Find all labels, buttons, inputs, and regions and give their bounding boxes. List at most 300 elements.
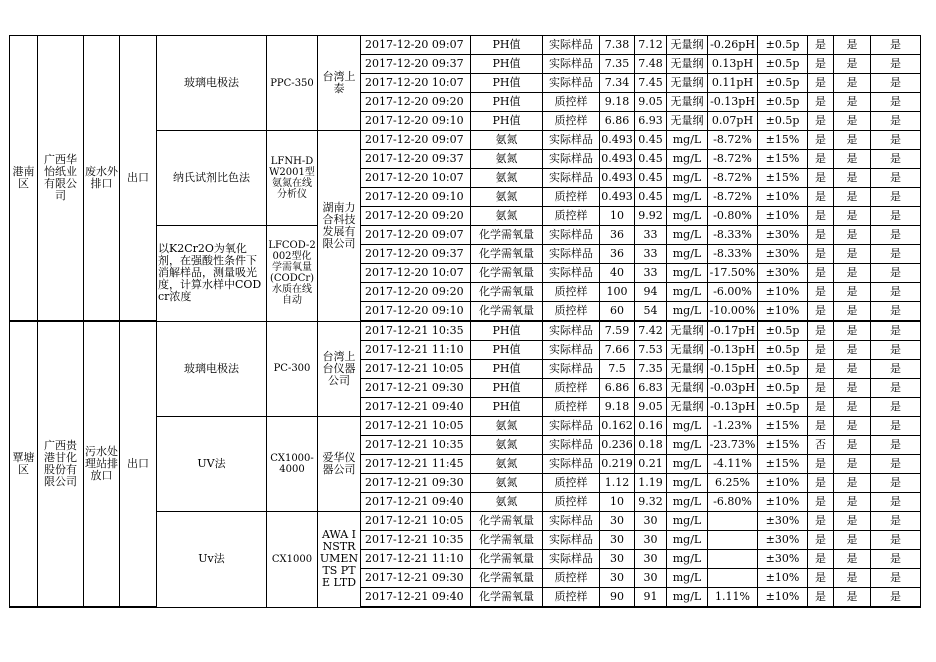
error-value-cell: 1.11%: [708, 588, 758, 608]
unit-cell: mg/L: [667, 302, 708, 322]
sample-time-cell: 2017-12-20 09:37: [361, 55, 471, 74]
result-3-cell: 是: [871, 264, 921, 283]
sample-type-cell: 实际样品: [543, 55, 600, 74]
online-value-cell: 33: [635, 226, 667, 245]
result-2-cell: 是: [834, 226, 871, 245]
unit-cell: 无量纲: [667, 55, 708, 74]
result-3-cell: 是: [871, 131, 921, 150]
error-limit-cell: ±0.5p: [758, 398, 808, 417]
unit-cell: mg/L: [667, 150, 708, 169]
unit-cell: mg/L: [667, 226, 708, 245]
online-value-cell: 9.32: [635, 493, 667, 512]
sample-time-cell: 2017-12-21 09:30: [361, 474, 471, 493]
result-2-cell: 是: [834, 131, 871, 150]
sample-time-cell: 2017-12-20 09:20: [361, 93, 471, 112]
error-value-cell: -8.72%: [708, 169, 758, 188]
company-cell: 广西贵港甘化股份有限公司: [38, 321, 84, 607]
district-cell: 港南区: [10, 36, 38, 322]
result-1-cell: 是: [808, 341, 834, 360]
manual-value-cell: 36: [600, 226, 635, 245]
sample-type-cell: 实际样品: [543, 131, 600, 150]
maker-cell: 台湾上台仪器公司: [318, 321, 361, 417]
error-limit-cell: ±10%: [758, 188, 808, 207]
monitor-item-cell: 化学需氧量: [471, 588, 543, 608]
sample-time-cell: 2017-12-21 09:40: [361, 588, 471, 608]
outlet-cell: 废水外排口: [84, 36, 120, 322]
unit-cell: 无量纲: [667, 398, 708, 417]
result-3-cell: 是: [871, 436, 921, 455]
error-value-cell: -17.50%: [708, 264, 758, 283]
result-2-cell: 是: [834, 302, 871, 322]
result-2-cell: 是: [834, 207, 871, 226]
result-2-cell: 是: [834, 150, 871, 169]
result-1-cell: 是: [808, 264, 834, 283]
error-limit-cell: ±0.5p: [758, 379, 808, 398]
sample-type-cell: 实际样品: [543, 455, 600, 474]
sample-type-cell: 实际样品: [543, 74, 600, 93]
instrument-cell: CX1000-4000: [267, 417, 318, 512]
online-value-cell: 9.05: [635, 93, 667, 112]
result-1-cell: 是: [808, 417, 834, 436]
table-row: [10, 321, 921, 341]
sample-time-cell: 2017-12-20 10:07: [361, 264, 471, 283]
result-2-cell: 是: [834, 36, 871, 55]
error-value-cell: -8.72%: [708, 188, 758, 207]
result-3-cell: 是: [871, 207, 921, 226]
monitor-item-cell: PH值: [471, 341, 543, 360]
result-3-cell: 是: [871, 112, 921, 131]
sample-type-cell: 实际样品: [543, 36, 600, 55]
sample-type-cell: 实际样品: [543, 417, 600, 436]
result-2-cell: 是: [834, 474, 871, 493]
sample-type-cell: 质控样: [543, 93, 600, 112]
manual-value-cell: 10: [600, 207, 635, 226]
manual-value-cell: 1.12: [600, 474, 635, 493]
monitor-item-cell: PH值: [471, 321, 543, 341]
error-limit-cell: ±0.5p: [758, 36, 808, 55]
sample-type-cell: 质控样: [543, 188, 600, 207]
error-limit-cell: ±30%: [758, 512, 808, 531]
manual-value-cell: 7.66: [600, 341, 635, 360]
result-1-cell: 是: [808, 398, 834, 417]
result-3-cell: 是: [871, 531, 921, 550]
method-cell: 玻璃电极法: [157, 36, 267, 131]
result-3-cell: 是: [871, 341, 921, 360]
result-2-cell: 是: [834, 531, 871, 550]
error-value-cell: -23.73%: [708, 436, 758, 455]
monitor-item-cell: 氨氮: [471, 188, 543, 207]
online-value-cell: 91: [635, 588, 667, 608]
manual-value-cell: 100: [600, 283, 635, 302]
result-2-cell: 是: [834, 169, 871, 188]
sample-type-cell: 实际样品: [543, 245, 600, 264]
result-3-cell: 是: [871, 93, 921, 112]
sample-time-cell: 2017-12-21 09:40: [361, 398, 471, 417]
result-1-cell: 是: [808, 474, 834, 493]
sample-time-cell: 2017-12-21 10:05: [361, 417, 471, 436]
error-limit-cell: ±30%: [758, 531, 808, 550]
error-value-cell: -8.72%: [708, 131, 758, 150]
monitor-item-cell: 化学需氧量: [471, 226, 543, 245]
result-1-cell: 是: [808, 550, 834, 569]
error-limit-cell: ±15%: [758, 417, 808, 436]
result-1-cell: 是: [808, 55, 834, 74]
unit-cell: mg/L: [667, 264, 708, 283]
result-1-cell: 是: [808, 74, 834, 93]
result-2-cell: 是: [834, 93, 871, 112]
unit-cell: mg/L: [667, 550, 708, 569]
result-3-cell: 是: [871, 379, 921, 398]
error-value-cell: -0.03pH: [708, 379, 758, 398]
instrument-cell: CX1000: [267, 512, 318, 608]
monitor-item-cell: 氨氮: [471, 150, 543, 169]
online-value-cell: 7.42: [635, 321, 667, 341]
instrument-cell: LFNH-DW2001型氨氮在线分析仪: [267, 131, 318, 226]
unit-cell: 无量纲: [667, 321, 708, 341]
maker-cell: AWA INSTRUMENTS PTE LTD: [318, 512, 361, 608]
unit-cell: 无量纲: [667, 341, 708, 360]
online-value-cell: 7.35: [635, 360, 667, 379]
sample-time-cell: 2017-12-20 09:37: [361, 150, 471, 169]
result-3-cell: 是: [871, 474, 921, 493]
sample-type-cell: 质控样: [543, 588, 600, 608]
online-value-cell: 7.12: [635, 36, 667, 55]
result-3-cell: 是: [871, 493, 921, 512]
online-value-cell: 54: [635, 302, 667, 322]
error-value-cell: -10.00%: [708, 302, 758, 322]
monitor-item-cell: 氨氮: [471, 493, 543, 512]
online-value-cell: 0.21: [635, 455, 667, 474]
manual-value-cell: 60: [600, 302, 635, 322]
monitor-item-cell: 化学需氧量: [471, 512, 543, 531]
online-value-cell: 33: [635, 264, 667, 283]
error-limit-cell: ±15%: [758, 169, 808, 188]
manual-value-cell: 7.5: [600, 360, 635, 379]
result-1-cell: 是: [808, 226, 834, 245]
monitor-item-cell: PH值: [471, 74, 543, 93]
result-1-cell: 是: [808, 245, 834, 264]
sample-time-cell: 2017-12-20 10:07: [361, 74, 471, 93]
sample-type-cell: 实际样品: [543, 512, 600, 531]
monitor-item-cell: PH值: [471, 36, 543, 55]
unit-cell: mg/L: [667, 588, 708, 608]
unit-cell: 无量纲: [667, 93, 708, 112]
sample-time-cell: 2017-12-21 11:10: [361, 341, 471, 360]
online-value-cell: 30: [635, 550, 667, 569]
error-value-cell: -0.13pH: [708, 93, 758, 112]
error-value-cell: -0.26pH: [708, 36, 758, 55]
error-limit-cell: ±10%: [758, 283, 808, 302]
unit-cell: mg/L: [667, 474, 708, 493]
unit-cell: mg/L: [667, 283, 708, 302]
monitor-item-cell: 氨氮: [471, 436, 543, 455]
result-2-cell: 是: [834, 588, 871, 608]
monitor-item-cell: 化学需氧量: [471, 245, 543, 264]
unit-cell: mg/L: [667, 436, 708, 455]
result-3-cell: 是: [871, 321, 921, 341]
result-3-cell: 是: [871, 245, 921, 264]
result-2-cell: 是: [834, 188, 871, 207]
error-value-cell: 0.07pH: [708, 112, 758, 131]
sample-time-cell: 2017-12-21 10:05: [361, 360, 471, 379]
online-value-cell: 94: [635, 283, 667, 302]
manual-value-cell: 36: [600, 245, 635, 264]
unit-cell: mg/L: [667, 245, 708, 264]
result-3-cell: 是: [871, 550, 921, 569]
result-3-cell: 是: [871, 169, 921, 188]
company-cell: 广西华怡纸业有限公司: [38, 36, 84, 322]
maker-cell: 湖南力合科技发展有限公司: [318, 131, 361, 322]
sample-type-cell: 质控样: [543, 474, 600, 493]
unit-cell: mg/L: [667, 417, 708, 436]
online-value-cell: 0.45: [635, 188, 667, 207]
sample-type-cell: 质控样: [543, 112, 600, 131]
error-value-cell: [708, 512, 758, 531]
monitor-item-cell: PH值: [471, 112, 543, 131]
sample-time-cell: 2017-12-21 11:45: [361, 455, 471, 474]
outlet-cell: 污水处理站排放口: [84, 321, 120, 607]
error-value-cell: -0.13pH: [708, 341, 758, 360]
result-3-cell: 是: [871, 55, 921, 74]
sample-time-cell: 2017-12-20 10:07: [361, 169, 471, 188]
online-value-cell: 30: [635, 531, 667, 550]
result-2-cell: 是: [834, 245, 871, 264]
error-limit-cell: ±10%: [758, 569, 808, 588]
monitor-item-cell: PH值: [471, 93, 543, 112]
unit-cell: 无量纲: [667, 379, 708, 398]
sample-time-cell: 2017-12-20 09:07: [361, 131, 471, 150]
manual-value-cell: 6.86: [600, 112, 635, 131]
result-2-cell: 是: [834, 455, 871, 474]
result-1-cell: 是: [808, 302, 834, 322]
monitor-item-cell: 氨氮: [471, 474, 543, 493]
manual-value-cell: 0.493: [600, 169, 635, 188]
result-1-cell: 是: [808, 360, 834, 379]
online-value-cell: 9.92: [635, 207, 667, 226]
manual-value-cell: 0.493: [600, 188, 635, 207]
error-limit-cell: ±10%: [758, 588, 808, 608]
result-3-cell: 是: [871, 512, 921, 531]
result-2-cell: 是: [834, 512, 871, 531]
sample-type-cell: 质控样: [543, 302, 600, 322]
sample-time-cell: 2017-12-20 09:07: [361, 36, 471, 55]
result-2-cell: 是: [834, 569, 871, 588]
unit-cell: mg/L: [667, 531, 708, 550]
error-limit-cell: ±0.5p: [758, 321, 808, 341]
method-cell: 以K2Cr2O为氧化剂，在强酸性条件下消解样品，测量吸光度，计算水样中CODcr浓度: [157, 226, 267, 322]
result-2-cell: 是: [834, 493, 871, 512]
error-limit-cell: ±15%: [758, 436, 808, 455]
district-cell: 覃塘区: [10, 321, 38, 607]
result-3-cell: 是: [871, 588, 921, 608]
position-cell: 出口: [120, 36, 157, 322]
unit-cell: mg/L: [667, 131, 708, 150]
result-1-cell: 是: [808, 283, 834, 302]
monitor-item-cell: 化学需氧量: [471, 302, 543, 322]
sample-time-cell: 2017-12-21 09:30: [361, 379, 471, 398]
monitor-item-cell: 化学需氧量: [471, 264, 543, 283]
sample-time-cell: 2017-12-21 09:40: [361, 493, 471, 512]
result-3-cell: 是: [871, 302, 921, 322]
online-value-cell: 9.05: [635, 398, 667, 417]
unit-cell: 无量纲: [667, 360, 708, 379]
sample-time-cell: 2017-12-21 09:30: [361, 569, 471, 588]
monitor-item-cell: PH值: [471, 360, 543, 379]
sample-type-cell: 实际样品: [543, 150, 600, 169]
error-limit-cell: ±10%: [758, 302, 808, 322]
sample-type-cell: 实际样品: [543, 264, 600, 283]
position-cell: 出口: [120, 321, 157, 607]
manual-value-cell: 90: [600, 588, 635, 608]
manual-value-cell: 30: [600, 569, 635, 588]
manual-value-cell: 30: [600, 512, 635, 531]
error-limit-cell: ±0.5p: [758, 93, 808, 112]
result-1-cell: 是: [808, 455, 834, 474]
error-value-cell: [708, 550, 758, 569]
result-1-cell: 是: [808, 150, 834, 169]
result-3-cell: 是: [871, 226, 921, 245]
error-value-cell: 0.11pH: [708, 74, 758, 93]
method-cell: Uv法: [157, 512, 267, 608]
manual-value-cell: 30: [600, 531, 635, 550]
online-value-cell: 6.83: [635, 379, 667, 398]
result-1-cell: 是: [808, 588, 834, 608]
result-2-cell: 是: [834, 55, 871, 74]
monitor-item-cell: 氨氮: [471, 207, 543, 226]
maker-cell: 台湾上泰: [318, 36, 361, 131]
error-limit-cell: ±0.5p: [758, 74, 808, 93]
error-value-cell: -0.80%: [708, 207, 758, 226]
manual-value-cell: 0.236: [600, 436, 635, 455]
sample-type-cell: 质控样: [543, 398, 600, 417]
result-2-cell: 是: [834, 264, 871, 283]
sample-time-cell: 2017-12-20 09:10: [361, 302, 471, 322]
result-1-cell: 是: [808, 188, 834, 207]
manual-value-cell: 9.18: [600, 398, 635, 417]
error-value-cell: -0.13pH: [708, 398, 758, 417]
result-3-cell: 是: [871, 455, 921, 474]
error-limit-cell: ±15%: [758, 131, 808, 150]
unit-cell: 无量纲: [667, 74, 708, 93]
result-2-cell: 是: [834, 550, 871, 569]
result-2-cell: 是: [834, 112, 871, 131]
sample-time-cell: 2017-12-21 10:35: [361, 436, 471, 455]
sample-type-cell: 实际样品: [543, 360, 600, 379]
error-limit-cell: ±0.5p: [758, 360, 808, 379]
result-1-cell: 是: [808, 321, 834, 341]
error-limit-cell: ±30%: [758, 550, 808, 569]
sample-type-cell: 质控样: [543, 569, 600, 588]
result-1-cell: 是: [808, 36, 834, 55]
error-limit-cell: ±30%: [758, 245, 808, 264]
manual-value-cell: 0.219: [600, 455, 635, 474]
result-1-cell: 是: [808, 531, 834, 550]
unit-cell: mg/L: [667, 493, 708, 512]
sample-time-cell: 2017-12-21 10:35: [361, 321, 471, 341]
table-row: [10, 36, 921, 55]
manual-value-cell: 9.18: [600, 93, 635, 112]
result-2-cell: 是: [834, 436, 871, 455]
online-value-cell: 30: [635, 512, 667, 531]
result-1-cell: 是: [808, 131, 834, 150]
manual-value-cell: 0.493: [600, 150, 635, 169]
error-limit-cell: ±15%: [758, 150, 808, 169]
instrument-cell: PC-300: [267, 321, 318, 417]
manual-value-cell: 10: [600, 493, 635, 512]
sample-time-cell: 2017-12-21 11:10: [361, 550, 471, 569]
result-3-cell: 是: [871, 360, 921, 379]
unit-cell: 无量纲: [667, 36, 708, 55]
method-cell: 玻璃电极法: [157, 321, 267, 417]
unit-cell: mg/L: [667, 169, 708, 188]
result-2-cell: 是: [834, 341, 871, 360]
error-value-cell: -8.72%: [708, 150, 758, 169]
sample-time-cell: 2017-12-21 10:05: [361, 512, 471, 531]
manual-value-cell: 7.35: [600, 55, 635, 74]
result-2-cell: 是: [834, 283, 871, 302]
sample-type-cell: 质控样: [543, 207, 600, 226]
result-3-cell: 是: [871, 283, 921, 302]
monitor-item-cell: 氨氮: [471, 169, 543, 188]
monitoring-comparison-table: [9, 35, 921, 608]
error-limit-cell: ±0.5p: [758, 341, 808, 360]
unit-cell: 无量纲: [667, 112, 708, 131]
result-2-cell: 是: [834, 379, 871, 398]
manual-value-cell: 7.38: [600, 36, 635, 55]
sample-type-cell: 实际样品: [543, 531, 600, 550]
unit-cell: mg/L: [667, 512, 708, 531]
error-value-cell: -8.33%: [708, 245, 758, 264]
online-value-cell: 33: [635, 245, 667, 264]
monitor-item-cell: 化学需氧量: [471, 569, 543, 588]
manual-value-cell: 40: [600, 264, 635, 283]
error-limit-cell: ±10%: [758, 493, 808, 512]
error-limit-cell: ±30%: [758, 226, 808, 245]
result-1-cell: 是: [808, 112, 834, 131]
result-3-cell: 是: [871, 569, 921, 588]
sample-type-cell: 质控样: [543, 283, 600, 302]
monitor-item-cell: 化学需氧量: [471, 550, 543, 569]
error-limit-cell: ±15%: [758, 455, 808, 474]
online-value-cell: 0.45: [635, 131, 667, 150]
monitor-item-cell: 氨氮: [471, 417, 543, 436]
result-3-cell: 是: [871, 36, 921, 55]
sample-time-cell: 2017-12-21 10:35: [361, 531, 471, 550]
result-1-cell: 否: [808, 436, 834, 455]
sample-type-cell: 实际样品: [543, 169, 600, 188]
monitor-item-cell: 化学需氧量: [471, 531, 543, 550]
online-value-cell: 0.16: [635, 417, 667, 436]
online-value-cell: 7.45: [635, 74, 667, 93]
manual-value-cell: 30: [600, 550, 635, 569]
online-value-cell: 0.45: [635, 150, 667, 169]
result-2-cell: 是: [834, 360, 871, 379]
unit-cell: mg/L: [667, 207, 708, 226]
method-cell: 纳氏试剂比色法: [157, 131, 267, 226]
error-value-cell: -0.15pH: [708, 360, 758, 379]
sample-type-cell: 实际样品: [543, 550, 600, 569]
error-limit-cell: ±10%: [758, 474, 808, 493]
result-1-cell: 是: [808, 569, 834, 588]
sample-time-cell: 2017-12-20 09:20: [361, 283, 471, 302]
method-cell: UV法: [157, 417, 267, 512]
error-value-cell: -0.17pH: [708, 321, 758, 341]
error-value-cell: 6.25%: [708, 474, 758, 493]
monitor-item-cell: 氨氮: [471, 455, 543, 474]
online-value-cell: 0.45: [635, 169, 667, 188]
sample-time-cell: 2017-12-20 09:37: [361, 245, 471, 264]
sample-time-cell: 2017-12-20 09:10: [361, 188, 471, 207]
